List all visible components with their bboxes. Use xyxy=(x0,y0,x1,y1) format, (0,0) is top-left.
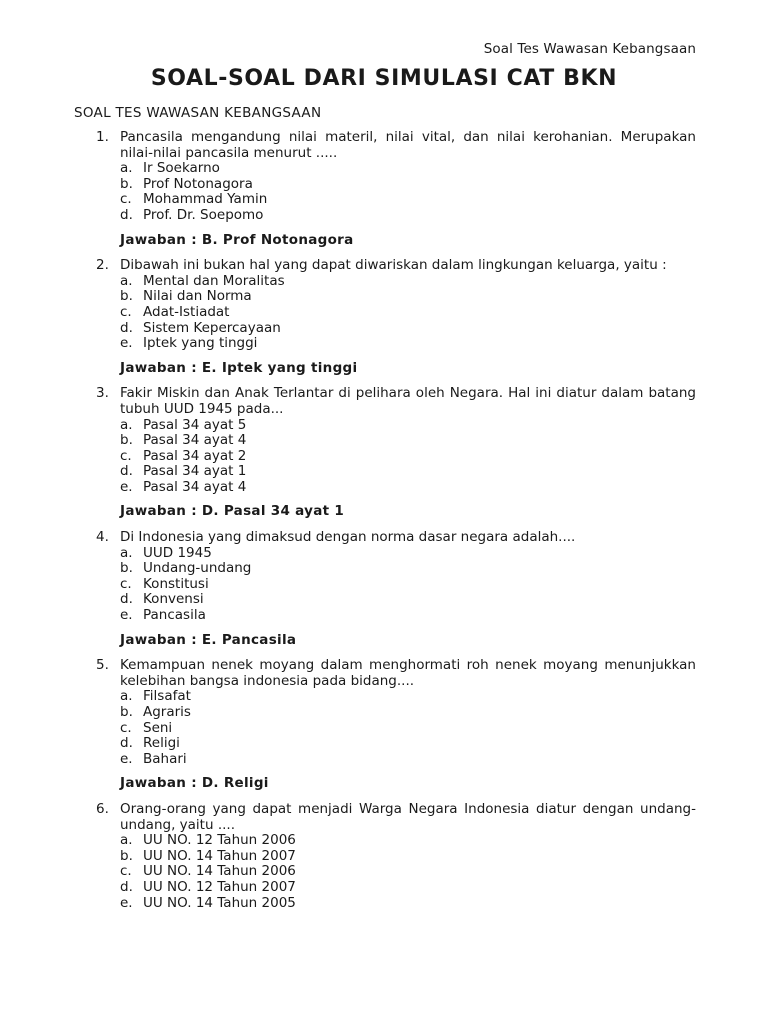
option-letter: e. xyxy=(120,335,133,352)
answer-line: Jawaban : D. Religi xyxy=(120,775,269,792)
option-item xyxy=(120,608,696,624)
question-text: Pancasila mengandung nilai materil, nilai vital, dan nilai kerohanian. Merupakan nilai-nilai pancasila menurut ..... xyxy=(120,129,696,161)
question-text: Orang-orang yang dapat menjadi Warga Negara Indonesia diatur dengan undang-undang, yaitu .... xyxy=(120,800,696,833)
question-item xyxy=(74,802,696,911)
option-item xyxy=(120,305,696,321)
option-text: Pasal 34 ayat 4 xyxy=(143,432,247,449)
option-item xyxy=(120,161,696,177)
option-item xyxy=(120,208,696,224)
option-letter: a. xyxy=(120,832,133,849)
question-number: 4. xyxy=(96,529,109,546)
option-letter: a. xyxy=(120,160,133,177)
option-text: Filsafat xyxy=(143,688,191,705)
option-text: Konstitusi xyxy=(143,575,209,592)
option-text: UUD 1945 xyxy=(143,544,212,561)
option-text: Ir Soekarno xyxy=(143,160,220,177)
option-list xyxy=(120,833,696,911)
question-text: Di Indonesia yang dimaksud dengan norma dasar negara adalah.... xyxy=(120,529,576,546)
option-item xyxy=(120,336,696,352)
option-letter: a. xyxy=(120,688,133,705)
option-letter: e. xyxy=(120,607,133,624)
option-item xyxy=(120,577,696,593)
option-item xyxy=(120,896,696,912)
option-list xyxy=(120,274,696,352)
option-letter: d. xyxy=(120,206,133,223)
option-item xyxy=(120,274,696,290)
option-letter: c. xyxy=(120,191,132,208)
answer-line: Jawaban : E. Iptek yang tinggi xyxy=(120,359,358,376)
option-list xyxy=(120,546,696,624)
option-text: Mental dan Moralitas xyxy=(143,272,285,289)
document-title: SOAL-SOAL DARI SIMULASI CAT BKN xyxy=(150,66,618,91)
option-text: UU NO. 14 Tahun 2005 xyxy=(143,894,296,911)
question-text: Kemampuan nenek moyang dalam menghormati roh nenek moyang menunjukkan kelebihan bangsa indonesia pada bidang.... xyxy=(120,657,696,689)
option-item xyxy=(120,721,696,737)
option-item xyxy=(120,464,696,480)
question-text: Dibawah ini bukan hal yang dapat diwariskan dalam lingkungan keluarga, yaitu : xyxy=(120,257,667,274)
option-item xyxy=(120,849,696,865)
option-text: Adat-Istiadat xyxy=(143,303,230,320)
option-letter: b. xyxy=(120,175,133,192)
option-letter: a. xyxy=(120,544,133,561)
option-text: Pasal 34 ayat 1 xyxy=(143,463,247,480)
option-item xyxy=(120,561,696,577)
option-text: Pasal 34 ayat 2 xyxy=(143,447,247,464)
option-item xyxy=(120,752,696,768)
section-title: SOAL TES WAWASAN KEBANGSAAN xyxy=(74,105,322,121)
option-text: Sistem Kepercayaan xyxy=(143,319,281,336)
option-item xyxy=(120,321,696,337)
question-item xyxy=(74,658,696,792)
option-letter: b. xyxy=(120,432,133,449)
option-text: Prof Notonagora xyxy=(143,175,253,192)
answer-line: Jawaban : D. Pasal 34 ayat 1 xyxy=(120,503,345,520)
option-item xyxy=(120,418,696,434)
option-text: UU NO. 14 Tahun 2006 xyxy=(143,863,296,880)
option-letter: d. xyxy=(120,735,133,752)
option-letter: c. xyxy=(120,447,132,464)
option-text: UU NO. 14 Tahun 2007 xyxy=(143,847,296,864)
option-text: Agraris xyxy=(143,704,191,720)
option-letter: a. xyxy=(120,416,133,433)
option-item xyxy=(120,449,696,465)
option-letter: d. xyxy=(120,463,133,480)
option-letter: b. xyxy=(120,847,133,864)
option-letter: a. xyxy=(120,272,133,289)
option-item xyxy=(120,864,696,880)
option-item xyxy=(120,833,696,849)
option-letter: b. xyxy=(120,704,133,720)
question-list xyxy=(74,130,696,911)
running-header: Soal Tes Wawasan Kebangsaan xyxy=(483,41,696,57)
option-item xyxy=(120,177,696,193)
option-item xyxy=(120,480,696,496)
option-list xyxy=(120,161,696,223)
question-item xyxy=(74,530,696,648)
answer-line: Jawaban : E. Pancasila xyxy=(120,631,297,648)
option-text: Konvensi xyxy=(143,591,204,608)
option-letter: c. xyxy=(120,575,132,592)
question-number: 1. xyxy=(96,129,109,145)
option-item xyxy=(120,736,696,752)
question-number: 2. xyxy=(96,257,109,274)
option-letter: e. xyxy=(120,750,133,767)
question-number: 5. xyxy=(96,657,109,674)
option-letter: c. xyxy=(120,303,132,320)
option-letter: d. xyxy=(120,878,133,895)
option-text: Pasal 34 ayat 4 xyxy=(143,478,247,495)
option-text: Mohammad Yamin xyxy=(143,191,268,208)
option-text: Nilai dan Norma xyxy=(143,288,252,305)
option-letter: d. xyxy=(120,319,133,336)
option-letter: b. xyxy=(120,560,133,577)
question-number: 6. xyxy=(96,800,109,817)
option-text: Bahari xyxy=(143,750,187,767)
option-list xyxy=(120,689,696,767)
option-item xyxy=(120,689,696,705)
option-letter: c. xyxy=(120,719,132,736)
option-letter: d. xyxy=(120,591,133,608)
option-letter: e. xyxy=(120,478,133,495)
option-text: UU NO. 12 Tahun 2007 xyxy=(143,878,296,895)
question-item xyxy=(74,130,696,248)
option-text: Iptek yang tinggi xyxy=(143,335,258,352)
question-item xyxy=(74,386,696,520)
option-item xyxy=(120,592,696,608)
option-item xyxy=(120,289,696,305)
option-text: Prof. Dr. Soepomo xyxy=(143,206,264,223)
option-item xyxy=(120,880,696,896)
option-text: Pasal 34 ayat 5 xyxy=(143,416,247,433)
question-number: 3. xyxy=(96,385,109,402)
option-item xyxy=(120,546,696,562)
option-letter: e. xyxy=(120,894,133,911)
option-text: Pancasila xyxy=(143,607,206,624)
option-text: UU NO. 12 Tahun 2006 xyxy=(143,832,296,849)
answer-line: Jawaban : B. Prof Notonagora xyxy=(120,231,354,248)
question-text: Fakir Miskin dan Anak Terlantar di pelihara oleh Negara. Hal ini diatur dalam batang tubuh UUD 1945 pada... xyxy=(120,385,696,417)
option-text: Religi xyxy=(143,735,180,752)
option-text: Seni xyxy=(143,719,173,736)
option-item xyxy=(120,433,696,449)
option-letter: c. xyxy=(120,863,132,880)
option-letter: b. xyxy=(120,288,133,305)
option-text: Undang-undang xyxy=(143,560,252,577)
option-item xyxy=(120,192,696,208)
option-list xyxy=(120,418,696,496)
option-item xyxy=(120,705,696,721)
question-item xyxy=(74,258,696,376)
